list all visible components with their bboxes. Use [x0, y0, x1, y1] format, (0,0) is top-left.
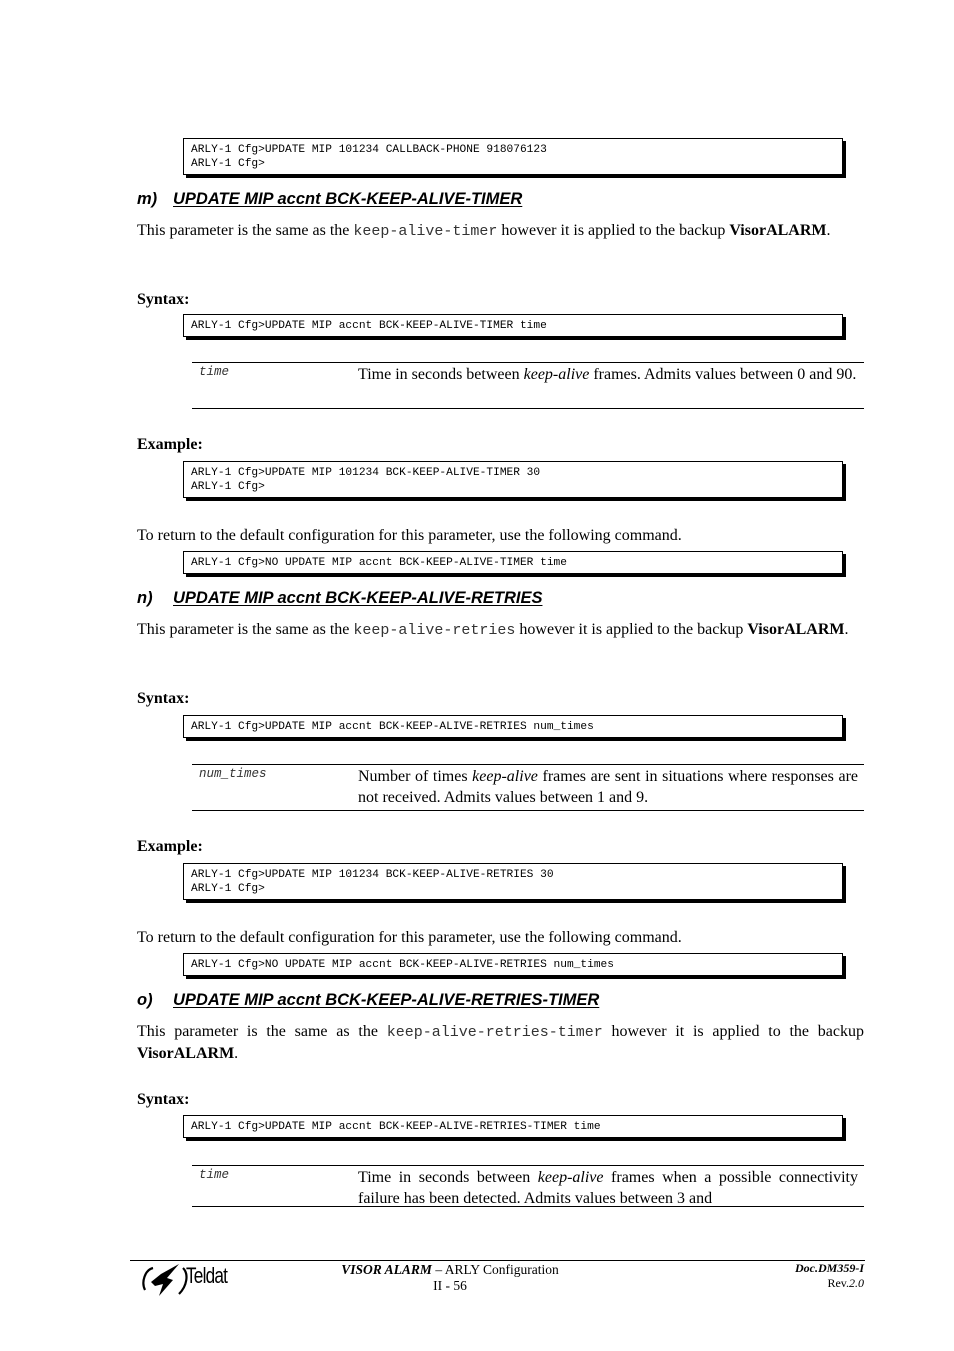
default-command-m: ARLY-1 Cfg>NO UPDATE MIP accnt BCK-KEEP-ALIVE-TIMER time — [183, 551, 843, 574]
section-intro-o: This parameter is the same as the keep-alive-retries-timer however it is applied to the backup VisorALARM. — [137, 1023, 864, 1062]
doc-id: Doc.DM359-I — [795, 1261, 864, 1275]
param-table-o — [192, 1165, 864, 1207]
param-name: time — [199, 1168, 230, 1182]
code-line: ARLY-1 Cfg> — [191, 158, 265, 170]
footer-title: VISOR ALARM – ARLY Configuration — [341, 1262, 559, 1277]
syntax-label: Syntax: — [137, 690, 190, 707]
code-line: ARLY-1 Cfg>UPDATE MIP 101234 BCK-KEEP-ALIVE-RETRIES 30 — [191, 869, 554, 881]
section-heading-m — [137, 189, 522, 209]
syntax-label: Syntax: — [137, 1091, 190, 1108]
default-command-n: ARLY-1 Cfg>NO UPDATE MIP accnt BCK-KEEP-ALIVE-RETRIES num_times — [183, 953, 843, 976]
code-line: ARLY-1 Cfg> — [191, 883, 265, 895]
default-text-n: To return to the default configuration for this parameter, use the following command. — [137, 929, 682, 946]
section-title: UPDATE MIP accnt BCK-KEEP-ALIVE-RETRIES-TIMER — [173, 991, 600, 1009]
syntax-label: Syntax: — [137, 291, 190, 308]
section-heading-o — [137, 990, 599, 1010]
example-command-m — [183, 461, 843, 498]
section-heading-n — [137, 588, 542, 608]
footer-center — [300, 1262, 600, 1294]
param-name: num_times — [199, 767, 267, 781]
footer-right — [700, 1261, 864, 1291]
default-text-m: To return to the default configuration for this parameter, use the following command. — [137, 527, 682, 544]
revision: Rev.2.0 — [827, 1276, 864, 1290]
section-letter: o) — [137, 991, 153, 1009]
section-letter: m) — [137, 190, 158, 208]
page-number: II - 56 — [433, 1278, 467, 1293]
section-intro-n: This parameter is the same as the keep-alive-retries however it is applied to the backup VisorALARM. — [137, 621, 849, 639]
param-name: time — [199, 365, 230, 379]
product-name: VisorALARM — [137, 1045, 235, 1062]
section-title: UPDATE MIP accnt BCK-KEEP-ALIVE-TIMER — [173, 190, 523, 208]
param-description: Time in seconds between keep-alive frames. Admits values between 0 and 90. — [358, 366, 857, 383]
code-line: ARLY-1 Cfg>UPDATE MIP 101234 BCK-KEEP-ALIVE-TIMER 30 — [191, 467, 541, 479]
section-intro-m: This parameter is the same as the keep-alive-timer however it is applied to the backup VisorALARM. — [137, 222, 831, 240]
param-table-n — [192, 764, 864, 811]
param-ref: keep-alive-timer — [353, 223, 498, 240]
section-title: UPDATE MIP accnt BCK-KEEP-ALIVE-RETRIES — [173, 589, 543, 607]
example-label: Example: — [137, 838, 203, 855]
code-line: ARLY-1 Cfg>UPDATE MIP 101234 CALLBACK-PHONE 918076123 — [191, 144, 547, 156]
example-command-n — [183, 863, 843, 900]
param-ref: keep-alive-retries — [353, 622, 516, 639]
example-label: Example: — [137, 436, 203, 453]
param-ref: keep-alive-retries-timer — [386, 1024, 603, 1041]
product-name: VisorALARM — [747, 621, 845, 638]
syntax-command-o: ARLY-1 Cfg>UPDATE MIP accnt BCK-KEEP-ALIVE-RETRIES-TIMER time — [183, 1115, 843, 1138]
section-letter: n) — [137, 589, 153, 607]
product-name: VisorALARM — [729, 222, 827, 239]
param-table-m — [192, 362, 864, 409]
code-example-callback — [183, 138, 843, 175]
param-description: Number of times keep-alive frames are sent in situations where responses are not received. Admits values between 1 and 9. — [358, 768, 858, 806]
syntax-command-n: ARLY-1 Cfg>UPDATE MIP accnt BCK-KEEP-ALIVE-RETRIES num_times — [183, 715, 843, 738]
param-description: Time in seconds between keep-alive frames when a possible connectivity failure has been detected. Admits values between 3 and — [358, 1169, 859, 1207]
logo-text: Teldat — [186, 1263, 228, 1288]
code-line: ARLY-1 Cfg> — [191, 481, 265, 493]
syntax-command-m: ARLY-1 Cfg>UPDATE MIP accnt BCK-KEEP-ALIVE-TIMER time — [183, 314, 843, 337]
